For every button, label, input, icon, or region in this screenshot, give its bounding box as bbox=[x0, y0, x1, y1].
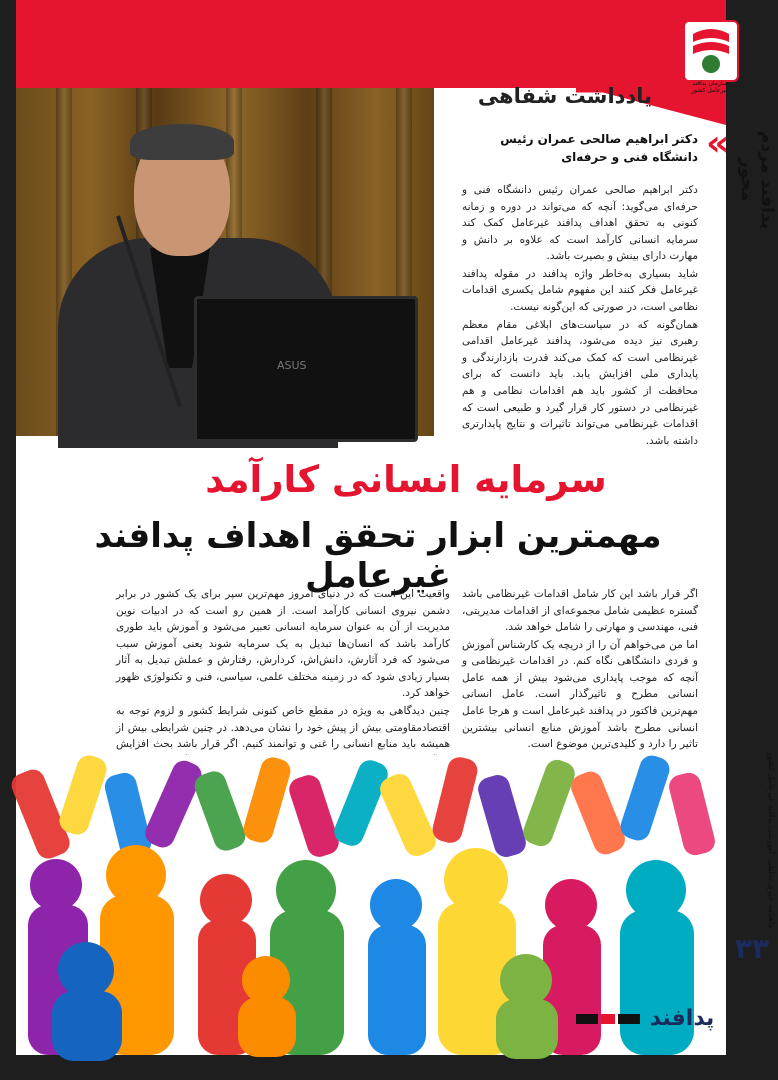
intro-paragraph: شاید بسیاری به‌خاطر واژه پدافند در مقوله پدافند غیرعامل فکر کنند این مفهوم شامل یکسری اقدامات نظامی است، در صورتی که این‌گونه نیست. bbox=[462, 267, 698, 314]
body-column-right bbox=[462, 586, 698, 754]
body-paragraph: اما من می‌خواهم آن را از دریچه یک کارشناس آموزش و فردی دانشگاهی نگاه کنم. در اقدامات غیرنظامی و آنچه که موجب پایداری می‌شود بیش از همه عامل انسانی مطرح و تاثیرگذار است. عامل انسانی مهم‌ترین فاکتور در پدافند غیرعامل است و هرجا عامل انسانی مطرح باشد آموزش منابع انسانی بیشترین تاثیر را دارد و کلیدی‌ترین موضوع است. bbox=[462, 638, 698, 751]
brand-wordmark: پدافند bbox=[649, 1006, 715, 1031]
speaker-photo bbox=[16, 88, 434, 436]
section-tag-label: یادداشت شفاهی bbox=[477, 84, 652, 108]
page-number: ۳۳ bbox=[734, 932, 770, 965]
laptop-logo: ASUS bbox=[277, 359, 307, 372]
intro-column bbox=[462, 182, 698, 450]
magazine-info: ماهنامه خبری تحلیلی، آموزشی پدافند غیرعامل کشور bbox=[767, 751, 776, 929]
speaker-hair bbox=[130, 124, 234, 160]
logo-emblem-icon bbox=[685, 22, 737, 80]
intro-paragraph: همان‌گونه که در سیاست‌های ابلاغی مقام معظم رهبری نیز دیده می‌شود، پدافند غیرعامل اقدامی غیرنظامی است که کمک می‌کند قدرت بازدارندگی و پایداری ملی افزایش یابد. باید دانست که برای محافظت از کشور باید هم اقدامات نظامی و هم غیرنظامی در دستور کار قرار گیرد و طبیعی است که اقدامات غیرنظامی می‌تواند تاثیرات و نتایج پایدارتری داشته باشد. bbox=[462, 318, 698, 447]
chevron-left-icon: « bbox=[706, 123, 730, 164]
body-paragraph: اگر قرار باشد این کار شامل اقدامات غیرنظامی باشد گستره عظیمی شامل مجموعه‌ای از اقدامات مدیریتی، فنی، مهندسی و مهارتی را شامل خواهد شد. bbox=[462, 588, 698, 634]
logo-caption: سازمان پدافند غیرعامل کشور bbox=[691, 80, 729, 94]
laptop bbox=[194, 296, 418, 442]
body-paragraph: واقعیت این است که در دنیای امروز مهم‌ترین سپر برای یک کشور در برابر دشمن نیروی انسانی کارآمد است. از همین رو است که در ادبیات نوین مدیریت از آن به عنوان سرمایه انسانی تعبیر می‌شود و آموزش باید طوری کارآمد باشد که انسان‌ها تبدیل به یک سرمایه شوند یعنی آموزش سبب می‌شود که فرد آثارش، دانش‌اش، کردارش، رفتارش و عملش تبدیل به آثار بسیار زیادی شود که در زمینه مختلف علمی، سیاسی، فنی و تکنولوژی ظهور خواهد کرد. bbox=[116, 588, 450, 700]
colorful-people-illustration bbox=[16, 755, 726, 1055]
organization-logo bbox=[683, 20, 739, 82]
headline-primary: سرمایه انسانی کارآمد bbox=[205, 458, 607, 501]
headline-secondary: مهمترین ابزار تحقق اهداف پدافند غیرعامل bbox=[94, 516, 662, 596]
article-lede: دکتر ابراهیم صالحی عمران رئیس دانشگاه فنی و حرفه‌ای bbox=[500, 132, 698, 164]
magazine-page bbox=[16, 0, 730, 1052]
section-tag bbox=[452, 80, 652, 118]
sidebar-section-title: پدافند مردم محور bbox=[737, 130, 777, 230]
intro-paragraph: دکتر ابراهیم صالحی عمران رئیس دانشگاه فنی و حرفه‌ای می‌گوید: آنچه که می‌تواند در دوره و زمانه کنونی به تحقق اهداف پدافند غیرعامل کمک کند سرمایه انسانی کارآمد است که علاوه بر دانش و مهارت دارای بینش و بصیرت باشد. bbox=[462, 184, 698, 263]
body-paragraph: چنین دیدگاهی به ویژه در مقطع خاص کنونی شرایط کشور و لزوم توجه به اقتصادمقاومتی بیش از پیش خود را نشان می‌دهد. در چنین شرایطی بیش از همیشه باید منابع انسانی را غنی و توانمند کنیم. اگر قرار باشد بحث افزایش bbox=[116, 705, 450, 751]
